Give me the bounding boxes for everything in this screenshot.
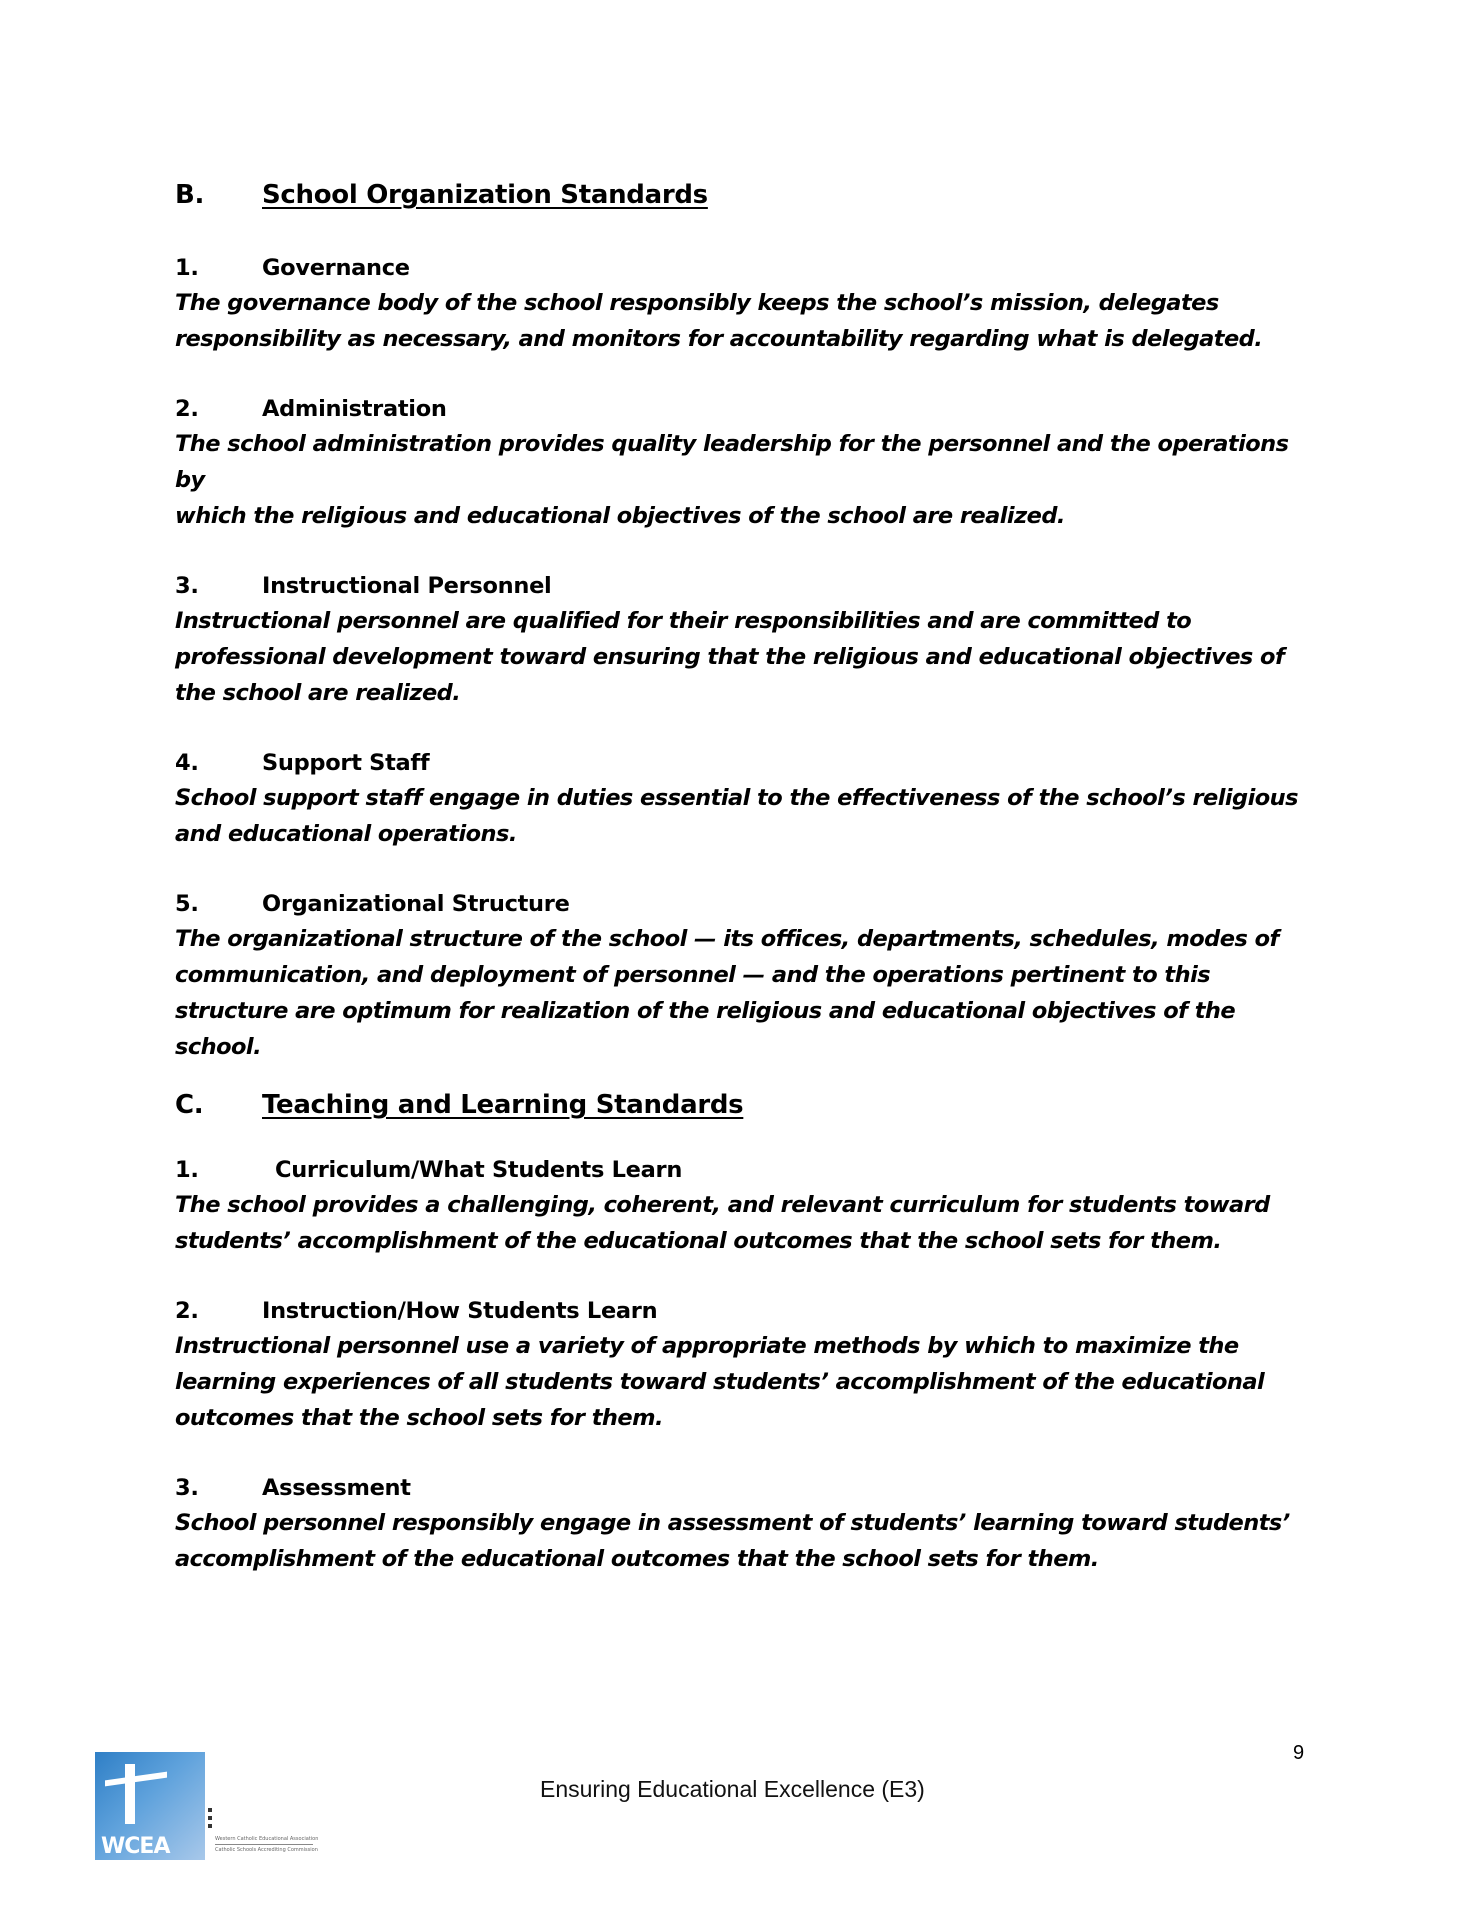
standard-description — [175, 603, 1325, 711]
description-line: the school are realized. — [175, 680, 461, 706]
standard-description — [175, 780, 1325, 852]
standard-heading — [175, 746, 1325, 780]
standard-number: 3. — [175, 1475, 199, 1501]
standard-title: Instructional Personnel — [262, 573, 552, 599]
standard-description — [175, 285, 1325, 357]
standard-heading — [175, 1153, 1325, 1187]
standard-description — [175, 426, 1325, 534]
section-b — [175, 177, 1325, 1065]
logo-text: WCEA — [101, 1834, 170, 1859]
description-line: Instructional personnel are qualified for their responsibilities and are committed to — [175, 608, 1192, 634]
section-title: Teaching and Learning Standards — [262, 1090, 744, 1120]
section-letter: C. — [175, 1090, 204, 1120]
description-line: learning experiences of all students toward students’ accomplishment of the educational — [175, 1369, 1265, 1395]
standard-item — [175, 1153, 1325, 1259]
description-line: which the religious and educational objectives of the school are realized. — [175, 503, 1065, 529]
standard-description — [175, 1187, 1325, 1259]
description-line: communication, and deployment of personnel — and the operations pertinent to this — [175, 962, 1211, 988]
standard-description — [175, 1505, 1325, 1577]
standard-item — [175, 392, 1325, 534]
standard-description — [175, 921, 1325, 1065]
page-number: 9 — [1293, 1742, 1305, 1764]
description-line: School personnel responsibly engage in assessment of students’ learning toward students’ — [175, 1510, 1290, 1536]
standard-description — [175, 1328, 1325, 1436]
wcea-logo — [95, 1752, 319, 1860]
standard-title: Instruction/How Students Learn — [262, 1298, 658, 1324]
description-line: Instructional personnel use a variety of appropriate methods by which to maximize the — [175, 1333, 1239, 1359]
standard-number: 5. — [175, 891, 199, 917]
description-line: The organizational structure of the school — its offices, departments, schedules, modes of — [175, 926, 1279, 952]
description-line: structure are optimum for realization of the religious and educational objectives of the school. — [175, 998, 1236, 1060]
standard-item — [175, 887, 1325, 1065]
standard-item — [175, 251, 1325, 357]
description-line: accomplishment of the educational outcomes that the school sets for them. — [175, 1546, 1099, 1572]
logo-dots-icon — [208, 1808, 212, 1830]
logo-subtitle: Western Catholic Educational Association — [215, 1836, 319, 1842]
section-letter: B. — [175, 180, 205, 210]
cross-bar-icon — [105, 1772, 167, 1787]
standard-heading — [175, 1471, 1325, 1505]
section-heading — [175, 177, 1325, 213]
description-line: and educational operations. — [175, 821, 517, 847]
standard-item — [175, 1294, 1325, 1436]
standard-item — [175, 1471, 1325, 1577]
standard-title: Curriculum/What Students Learn — [275, 1157, 683, 1183]
standard-title: Administration — [262, 396, 447, 422]
standard-title: Governance — [262, 255, 410, 281]
logo-subtitle: Catholic Schools Accrediting Commission — [215, 1847, 318, 1853]
footer-title: Ensuring Educational Excellence (E3) — [540, 1776, 925, 1802]
section-c — [175, 1087, 1325, 1577]
standard-heading — [175, 569, 1325, 603]
description-line: The school administration provides quality leadership for the personnel and the operations by — [175, 431, 1289, 493]
standard-number: 4. — [175, 750, 199, 776]
standard-title: Support Staff — [262, 750, 430, 776]
logo-emblem — [95, 1752, 205, 1860]
description-line: The school provides a challenging, coherent, and relevant curriculum for students toward — [175, 1192, 1270, 1218]
standard-number: 2. — [175, 1298, 199, 1324]
standard-title: Organizational Structure — [262, 891, 570, 917]
description-line: School support staff engage in duties essential to the effectiveness of the school’s religious — [175, 785, 1298, 811]
description-line: The governance body of the school responsibly keeps the school’s mission, delegates — [175, 290, 1219, 316]
standard-item — [175, 746, 1325, 852]
standard-heading — [175, 887, 1325, 921]
standard-number: 1. — [175, 1157, 199, 1183]
description-line: professional development toward ensuring that the religious and educational objectives of — [175, 644, 1285, 670]
description-line: students’ accomplishment of the educational outcomes that the school sets for them. — [175, 1228, 1222, 1254]
standard-item — [175, 569, 1325, 711]
description-line: responsibility as necessary, and monitors for accountability regarding what is delegated. — [175, 326, 1263, 352]
section-title: School Organization Standards — [262, 180, 708, 210]
standard-heading — [175, 392, 1325, 426]
standard-number: 3. — [175, 573, 199, 599]
cross-icon — [125, 1764, 135, 1824]
standard-number: 2. — [175, 396, 199, 422]
standard-number: 1. — [175, 255, 199, 281]
standard-heading — [175, 1294, 1325, 1328]
logo-divider — [215, 1844, 313, 1845]
standard-heading — [175, 251, 1325, 285]
section-heading — [175, 1087, 1325, 1123]
description-line: outcomes that the school sets for them. — [175, 1405, 663, 1431]
standard-title: Assessment — [262, 1475, 411, 1501]
